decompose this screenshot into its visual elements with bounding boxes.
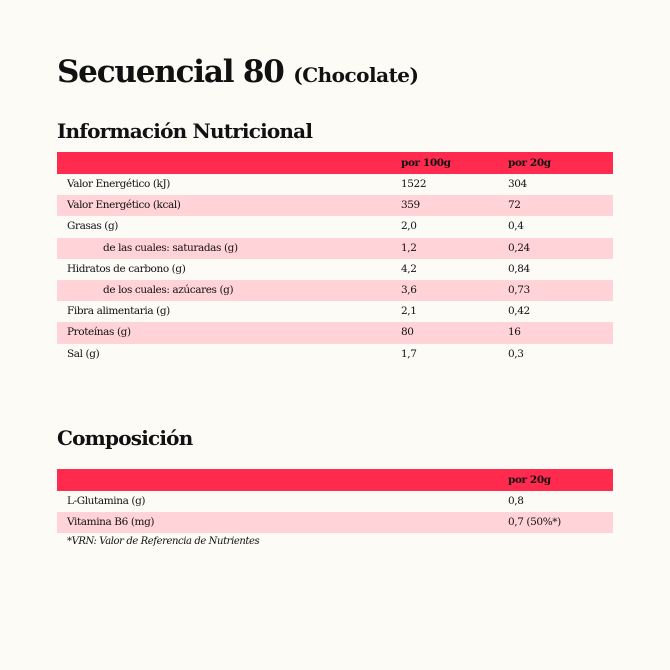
row-value-20g: 16 <box>508 326 521 339</box>
table-row <box>57 301 613 322</box>
row-label-sub: de los cuales: azúcares (g) <box>103 283 234 296</box>
header-per-20g: por 20g <box>508 474 551 486</box>
row-label: L-Glutamina (g) <box>67 495 146 507</box>
row-value-20g: 304 <box>508 178 527 190</box>
header-per-20g: por 20g <box>508 157 551 169</box>
row-value-20g: 0,73 <box>508 283 530 296</box>
row-value-100g: 2,1 <box>401 305 417 318</box>
row-value-100g: 1,2 <box>401 241 417 254</box>
product-name: Secuencial 80 <box>57 54 284 90</box>
row-value-20g: 0,84 <box>508 262 530 275</box>
row-label: Fibra alimentaria (g) <box>67 305 170 318</box>
row-label: Sal (g) <box>67 347 100 360</box>
composition-table <box>57 469 613 533</box>
table-row <box>57 174 613 195</box>
nutrition-table <box>57 152 613 365</box>
row-label: Proteínas (g) <box>67 326 131 339</box>
table-row <box>57 259 613 280</box>
row-label: Vitamina B6 (mg) <box>67 516 155 529</box>
row-value-20g: 0,4 <box>508 220 524 233</box>
row-value-20g: 72 <box>508 199 521 212</box>
row-value-100g: 3,6 <box>401 283 417 296</box>
composition-section-title: Composición <box>57 426 193 450</box>
row-value-100g: 1522 <box>401 178 427 190</box>
table-row <box>57 512 613 533</box>
row-label: Valor Energético (kcal) <box>67 199 181 212</box>
row-value-100g: 1,7 <box>401 347 417 360</box>
row-value-20g: 0,42 <box>508 305 530 318</box>
header-per-100g: por 100g <box>401 157 451 169</box>
nutrition-section-title: Información Nutricional <box>57 119 313 143</box>
table-row <box>57 280 613 301</box>
table-row <box>57 491 613 512</box>
row-label: Valor Energético (kJ) <box>67 178 170 190</box>
nutrition-table-header <box>57 152 613 174</box>
row-value-100g: 4,2 <box>401 262 417 275</box>
row-label: Grasas (g) <box>67 220 118 233</box>
row-value-100g: 2,0 <box>401 220 417 233</box>
row-value-20g: 0,3 <box>508 347 524 360</box>
row-label: Hidratos de carbono (g) <box>67 262 186 275</box>
row-value-20g: 0,24 <box>508 241 530 254</box>
row-value-100g: 80 <box>401 326 414 339</box>
row-label-sub: de las cuales: saturadas (g) <box>103 241 238 254</box>
product-flavor: (Chocolate) <box>293 63 419 87</box>
product-title <box>57 52 419 95</box>
vrn-footnote: *VRN: Valor de Referencia de Nutrientes <box>67 536 260 547</box>
table-row <box>57 344 613 365</box>
row-value-20g: 0,8 <box>508 495 524 507</box>
table-row <box>57 195 613 216</box>
table-row <box>57 238 613 259</box>
row-value-100g: 359 <box>401 199 420 212</box>
row-value-20g: 0,7 (50%*) <box>508 516 561 529</box>
table-row <box>57 216 613 237</box>
composition-table-header <box>57 469 613 491</box>
table-row <box>57 322 613 343</box>
